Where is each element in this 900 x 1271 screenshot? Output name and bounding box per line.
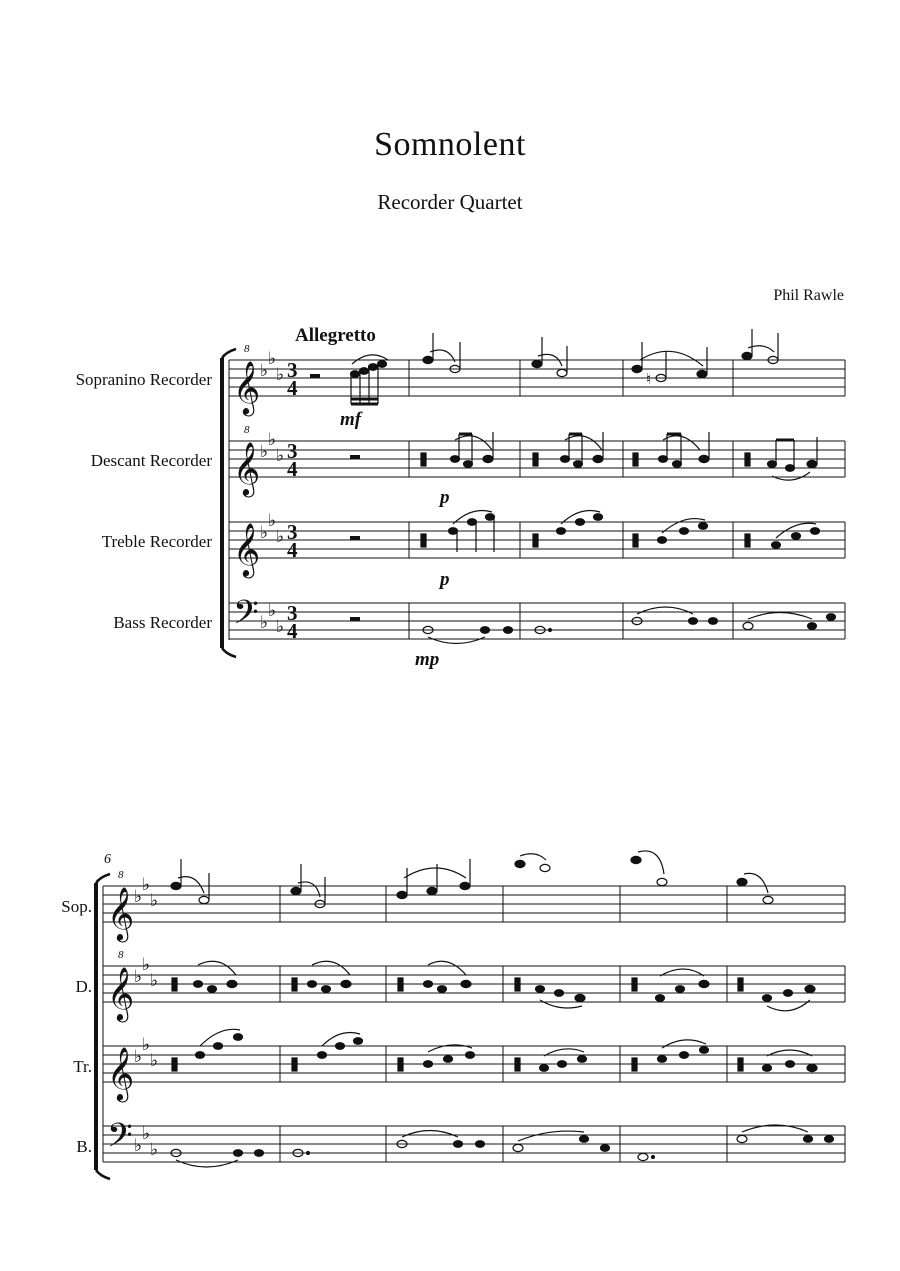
whole-rest (350, 455, 360, 459)
svg-text:♭: ♭ (260, 523, 269, 543)
svg-text:♭: ♭ (260, 442, 269, 462)
system-2 (96, 874, 845, 1179)
treble-clef-icon: 𝄞 (107, 966, 135, 1020)
quarter-rest (421, 453, 426, 466)
svg-text:♭: ♭ (260, 361, 269, 381)
barlines-system-1 (409, 360, 845, 639)
staff-soprano-2 (103, 886, 845, 922)
svg-text:♭: ♭ (260, 613, 269, 633)
composer-name: Phil Rawle (773, 287, 844, 304)
svg-text:♭: ♭ (150, 891, 159, 911)
bass-clef-icon: 𝄢 (107, 1117, 133, 1163)
signatures-system-1 (233, 343, 360, 643)
time-signature-system-1 (287, 358, 298, 643)
svg-text:♭: ♭ (268, 430, 277, 450)
svg-text:♭: ♭ (268, 349, 277, 369)
tempo-marking: Allegretto (295, 325, 376, 346)
staff-bass-2 (103, 1126, 845, 1162)
dynamic-descant: p (440, 487, 450, 508)
svg-text:♭: ♭ (150, 971, 159, 991)
instrument-name-sopranino: Sopranino Recorder (75, 370, 212, 389)
octave-mark: 8 (244, 343, 250, 355)
octave-mark: 8 (118, 949, 124, 961)
svg-text:3: 3 (287, 520, 298, 544)
key-signature-system-2 (134, 875, 158, 1160)
octave-mark: 8 (244, 424, 250, 436)
svg-text:♭: ♭ (142, 1035, 151, 1055)
treble-clef-icon: 𝄞 (233, 522, 261, 576)
bass-clef-icon: 𝄢 (233, 594, 259, 640)
treble-clef-icon: 𝄞 (233, 360, 261, 414)
score-title: Somnolent (374, 126, 526, 163)
svg-text:♭: ♭ (276, 365, 285, 385)
key-signature-system-1 (260, 349, 284, 637)
instrument-name-descant: Descant Recorder (90, 451, 212, 470)
staff-treble-2 (103, 1046, 845, 1082)
barlines-system-2 (280, 886, 845, 1162)
svg-text:♭: ♭ (142, 1124, 151, 1144)
instrument-abbrev-bass: B. (76, 1137, 92, 1156)
half-rest (310, 374, 320, 378)
svg-text:♭: ♭ (134, 1136, 143, 1156)
whole-rest (350, 617, 360, 621)
notes-system-2 (171, 851, 834, 1167)
dynamic-bass: mp (415, 649, 440, 670)
svg-text:♮: ♮ (646, 372, 652, 388)
instrument-abbrev-treble: Tr. (73, 1057, 92, 1076)
svg-text:3: 3 (287, 439, 298, 463)
svg-text:♭: ♭ (134, 967, 143, 987)
treble-clef-icon: 𝄞 (233, 441, 261, 495)
notes-system-1 (351, 329, 836, 644)
dynamic-treble: p (440, 569, 450, 590)
score-subtitle: Recorder Quartet (377, 190, 523, 214)
whole-rest (350, 536, 360, 540)
instrument-abbrev-soprano: Sop. (61, 897, 92, 916)
svg-text:♭: ♭ (134, 1047, 143, 1067)
instrument-name-treble: Treble Recorder (101, 532, 212, 551)
svg-text:♭: ♭ (276, 446, 285, 466)
svg-text:4: 4 (287, 538, 298, 562)
measure-number: 6 (104, 852, 111, 867)
staff-descant-2 (103, 966, 845, 1002)
svg-text:♭: ♭ (142, 875, 151, 895)
svg-text:♭: ♭ (268, 511, 277, 531)
svg-text:4: 4 (287, 619, 298, 643)
instrument-abbrev-descant: D. (75, 977, 92, 996)
staff-bass (229, 603, 845, 639)
svg-text:♭: ♭ (150, 1140, 159, 1160)
svg-text:3: 3 (287, 601, 298, 625)
svg-text:♭: ♭ (142, 955, 151, 975)
dynamic-soprano: mf (340, 409, 362, 430)
svg-text:♭: ♭ (268, 601, 277, 621)
svg-text:♭: ♭ (134, 887, 143, 907)
svg-text:♭: ♭ (150, 1051, 159, 1071)
svg-text:3: 3 (287, 358, 298, 382)
treble-clef-icon: 𝄞 (107, 1046, 135, 1100)
svg-text:♭: ♭ (276, 617, 285, 637)
svg-text:4: 4 (287, 376, 298, 400)
svg-text:4: 4 (287, 457, 298, 481)
instrument-name-bass: Bass Recorder (113, 613, 212, 632)
svg-text:♭: ♭ (276, 527, 285, 547)
treble-clef-icon: 𝄞 (107, 886, 135, 940)
system-1 (222, 349, 845, 657)
octave-mark: 8 (118, 869, 124, 881)
